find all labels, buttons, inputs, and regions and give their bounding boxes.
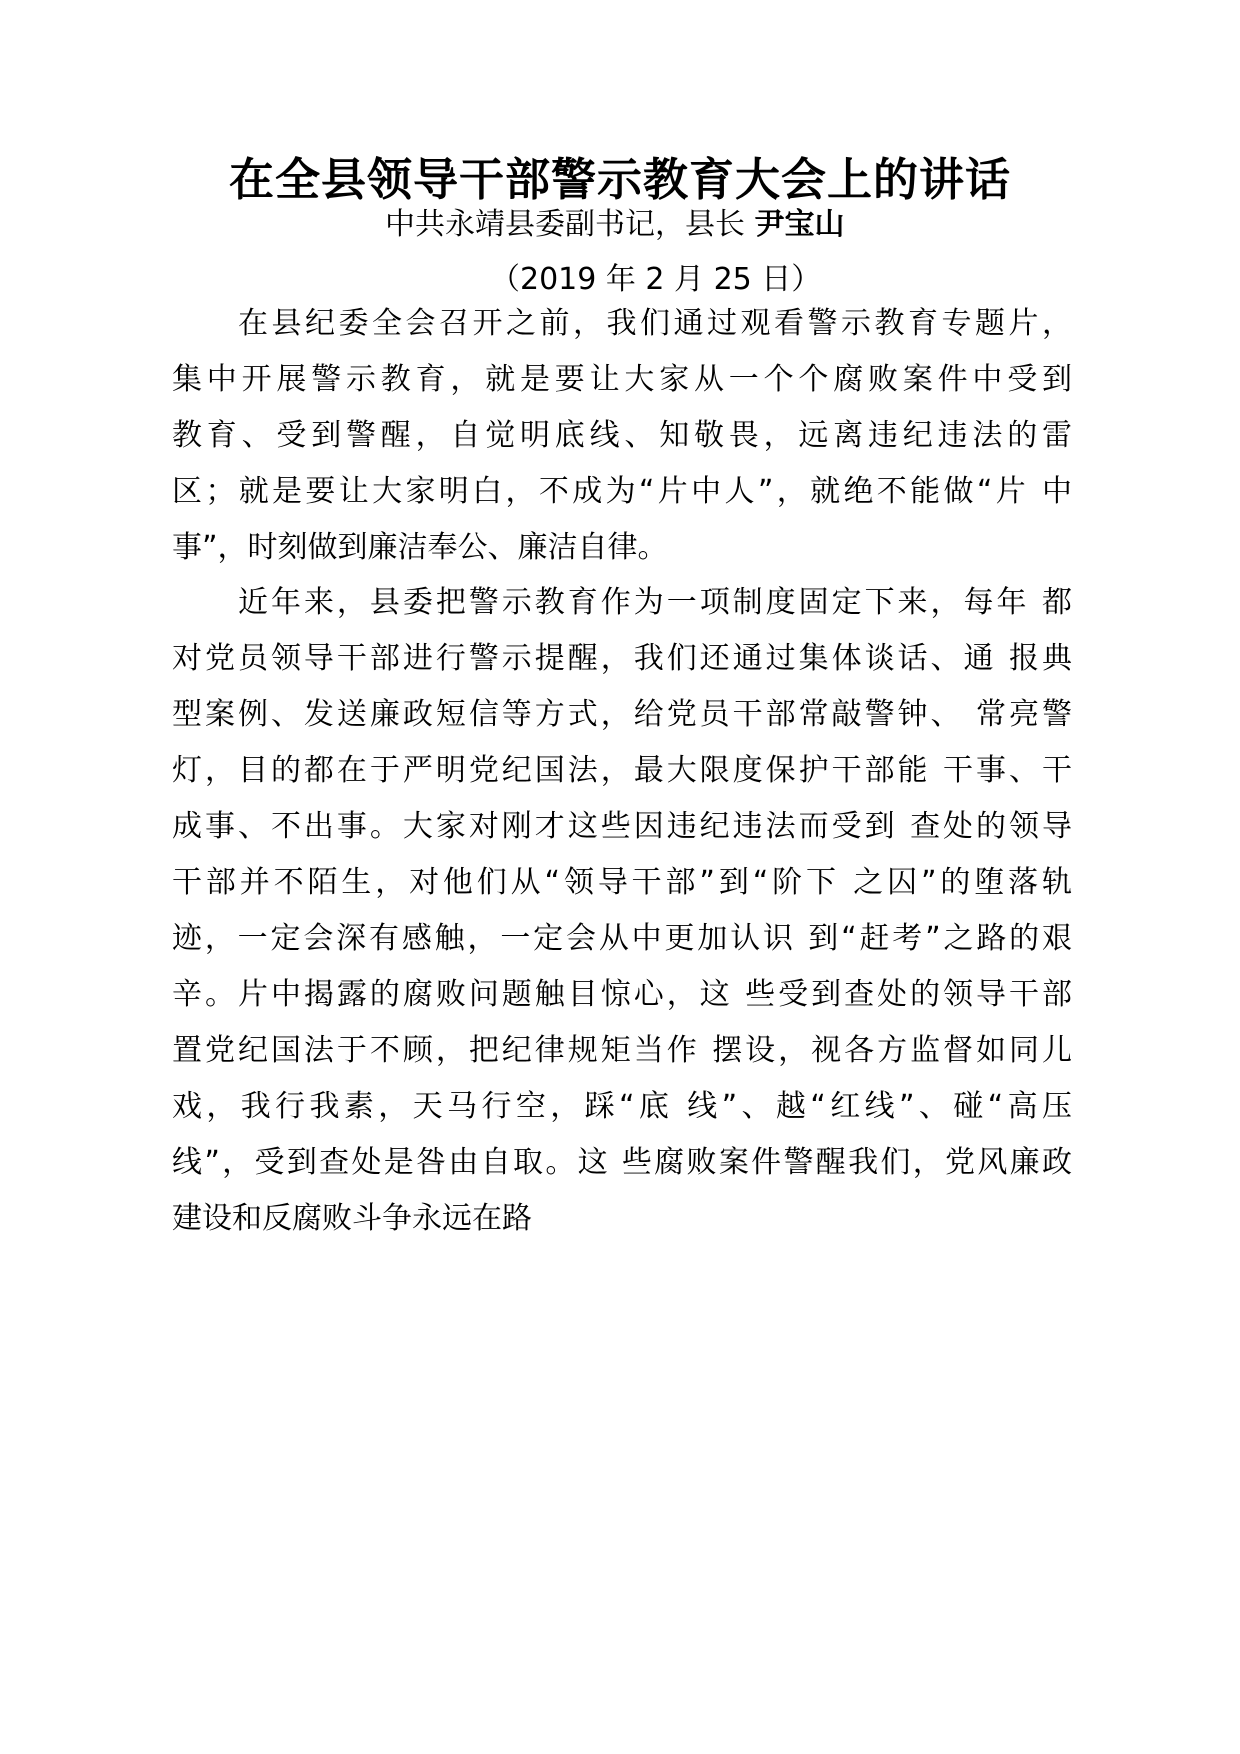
paragraph-line: 集中开展警示教育，就是要让大家从一个个腐败案件中受到 [172,362,1072,397]
paragraph-line: 对党员领导干部进行警示提醒，我们还通过集体谈话、通 报典 [172,641,1072,676]
speech-date: （2019 年 2 月 25 日） [490,262,822,297]
paragraph-line: 在县纪委全会召开之前，我们通过观看警示教育专题片， [238,306,1072,341]
author-position: 中共永靖县委副书记，县长 [385,207,745,242]
author-name: 尹宝山 [754,207,845,242]
paragraph-line: 区；就是要让大家明白，不成为“片中人”，就绝不能做“片 中 [172,474,1072,509]
paragraph-line: 迹，一定会深有感触，一定会从中更加认识 到“赶考”之路的艰 [172,921,1072,956]
paragraph-1 [172,296,1072,576]
document-title: 在全县领导干部警示教育大会上的讲话 [228,153,1011,206]
paragraph-line: 干部并不陌生，对他们从“领导干部”到“阶下 之囚”的堕落轨 [172,865,1072,900]
author-line [385,205,845,245]
paragraph-line: 戏，我行我素，天马行空，踩“底 线”、越“红线”、碰“高压 [172,1089,1072,1124]
paragraph-line: 建设和反腐败斗争永远在路 [172,1201,532,1236]
paragraph-2 [172,575,1072,1247]
paragraph-line: 近年来，县委把警示教育作为一项制度固定下来，每年 都 [238,585,1072,620]
paragraph-line: 事”，时刻做到廉洁奉公、廉洁自律。 [172,530,668,565]
paragraph-line: 线”，受到查处是咎由自取。这 些腐败案件警醒我们，党风廉政 [172,1145,1072,1180]
paragraph-line: 型案例、发送廉政短信等方式，给党员干部常敲警钟、 常亮警 [172,697,1072,732]
paragraph-line: 教育、受到警醒，自觉明底线、知敬畏，远离违纪违法的雷 [172,418,1072,453]
paragraph-line: 成事、不出事。大家对刚才这些因违纪违法而受到 查处的领导 [172,809,1072,844]
paragraph-line: 灯，目的都在于严明党纪国法，最大限度保护干部能 干事、干 [172,753,1072,788]
paragraph-line: 辛。片中揭露的腐败问题触目惊心，这 些受到查处的领导干部 [172,977,1072,1012]
paragraph-line: 置党纪国法于不顾，把纪律规矩当作 摆设，视各方监督如同儿 [172,1033,1072,1068]
